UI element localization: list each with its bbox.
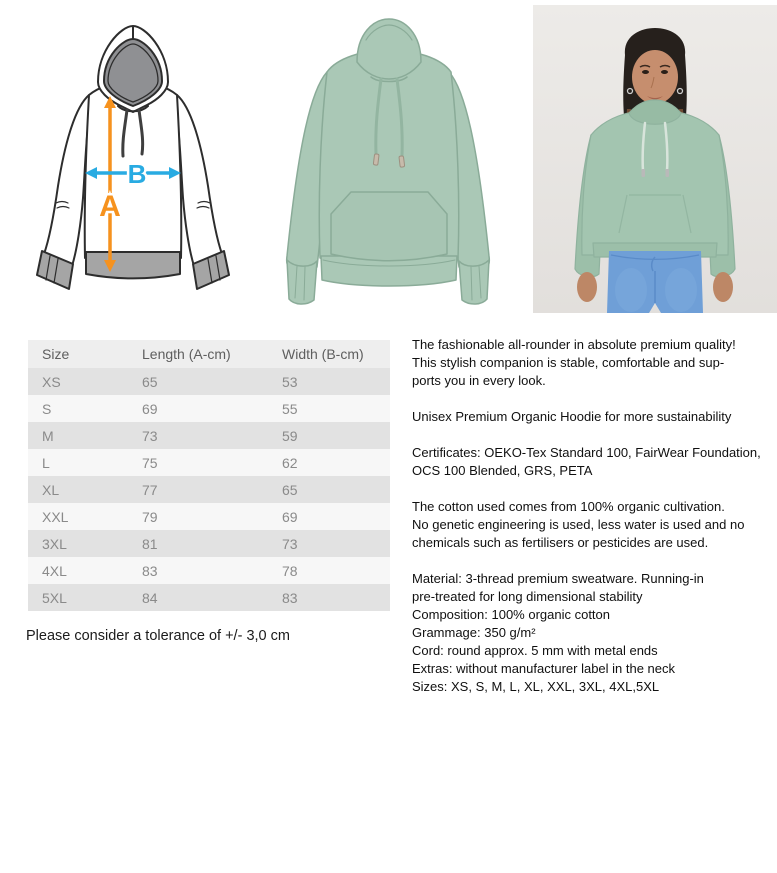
- description-line: ports you in every look.: [412, 373, 546, 388]
- size-row: [28, 584, 390, 611]
- length-cell: 69: [142, 400, 158, 417]
- size-row: [28, 395, 390, 422]
- model-hand-right: [713, 272, 733, 302]
- size-row: [28, 422, 390, 449]
- model-photo: [533, 5, 777, 313]
- description-line: Sizes: XS, S, M, L, XL, XXL, 3XL, 4XL,5XL: [412, 679, 660, 694]
- model-hand-left: [577, 272, 597, 302]
- description-line: No genetic engineering is used, less water is used and no: [412, 517, 745, 532]
- size-cell: XS: [42, 373, 61, 390]
- length-cell: 83: [142, 562, 158, 579]
- length-cell: 75: [142, 454, 158, 471]
- description-line: Composition: 100% organic cotton: [412, 607, 611, 622]
- hoodie-measurement-diagram-svg: [30, 18, 240, 303]
- model-face: [632, 50, 678, 104]
- width-cell: 73: [282, 535, 298, 552]
- col-header-size: Size: [28, 340, 128, 368]
- description-line: chemicals such as fertilisers or pesticides are used.: [412, 535, 709, 550]
- description-line: This stylish companion is stable, comfortable and sup-: [412, 355, 725, 370]
- model-cord-aglet-right: [666, 169, 670, 177]
- size-row: [28, 368, 390, 395]
- size-row: [28, 476, 390, 503]
- width-cell: 62: [282, 454, 298, 471]
- width-cell: 69: [282, 508, 298, 525]
- size-cell: 4XL: [42, 562, 67, 579]
- product-description: [412, 336, 772, 714]
- flat-cord-aglet-right: [399, 156, 405, 167]
- description-line: Extras: without manufacturer label in the neck: [412, 661, 676, 676]
- width-cell: 59: [282, 427, 298, 444]
- size-cell: XXL: [42, 508, 69, 525]
- size-table: [28, 340, 390, 611]
- model-photo-svg: [533, 5, 777, 313]
- col-header-width: Width (B-cm): [268, 340, 390, 368]
- model-cord-aglet-left: [642, 169, 646, 177]
- flat-hood: [357, 19, 421, 82]
- description-paragraph: [412, 408, 772, 426]
- size-table-header-row: [28, 340, 390, 368]
- description-line: Material: 3-thread premium sweatware. Running-in: [412, 571, 704, 586]
- width-cell: 53: [282, 373, 298, 390]
- size-row: [28, 449, 390, 476]
- length-cell: 79: [142, 508, 158, 525]
- tolerance-note: Please consider a tolerance of +/- 3,0 cm: [26, 628, 290, 644]
- length-cell: 65: [142, 373, 158, 390]
- size-cell: XL: [42, 481, 60, 498]
- diagram-sleeve-right: [177, 95, 222, 266]
- description-line: Grammage: 350 g/m²: [412, 625, 536, 640]
- description-line: Certificates: OEKO-Tex Standard 100, FairWear Foundation,: [412, 445, 761, 460]
- description-line: pre-treated for long dimensional stability: [412, 589, 643, 604]
- flat-hoodie-svg: [263, 8, 515, 308]
- size-cell: S: [42, 400, 52, 417]
- size-cell: L: [42, 454, 50, 471]
- size-row: [28, 557, 390, 584]
- description-line: OCS 100 Blended, GRS, PETA: [412, 463, 593, 478]
- description-line: The cotton used comes from 100% organic cultivation.: [412, 499, 725, 514]
- measurement-diagram: [30, 18, 240, 303]
- size-cell: 5XL: [42, 589, 67, 606]
- description-paragraph: [412, 336, 772, 390]
- width-cell: 78: [282, 562, 298, 579]
- width-cell: 55: [282, 400, 298, 417]
- description-paragraph: [412, 498, 772, 552]
- measure-label-a: A: [99, 190, 121, 223]
- description-paragraph: [412, 444, 772, 480]
- flat-cord-aglet-left: [373, 154, 379, 165]
- description-line: The fashionable all-rounder in absolute premium quality!: [412, 337, 736, 352]
- size-row: [28, 503, 390, 530]
- size-cell: M: [42, 427, 54, 444]
- diagram-sleeve-left: [44, 95, 89, 266]
- description-line: Unisex Premium Organic Hoodie for more sustainability: [412, 409, 732, 424]
- length-cell: 73: [142, 427, 158, 444]
- col-header-length: Length (A-cm): [128, 340, 268, 368]
- size-row: [28, 530, 390, 557]
- flat-pocket: [331, 192, 447, 261]
- size-cell: 3XL: [42, 535, 67, 552]
- length-cell: 84: [142, 589, 158, 606]
- description-line: Cord: round approx. 5 mm with metal ends: [412, 643, 658, 658]
- length-cell: 81: [142, 535, 158, 552]
- measure-label-b: B: [127, 159, 147, 189]
- flat-hoodie-image: [263, 8, 515, 308]
- length-cell: 77: [142, 481, 158, 498]
- model-hoodie: [575, 100, 735, 277]
- width-cell: 83: [282, 589, 298, 606]
- description-paragraph: [412, 570, 772, 696]
- width-cell: 65: [282, 481, 298, 498]
